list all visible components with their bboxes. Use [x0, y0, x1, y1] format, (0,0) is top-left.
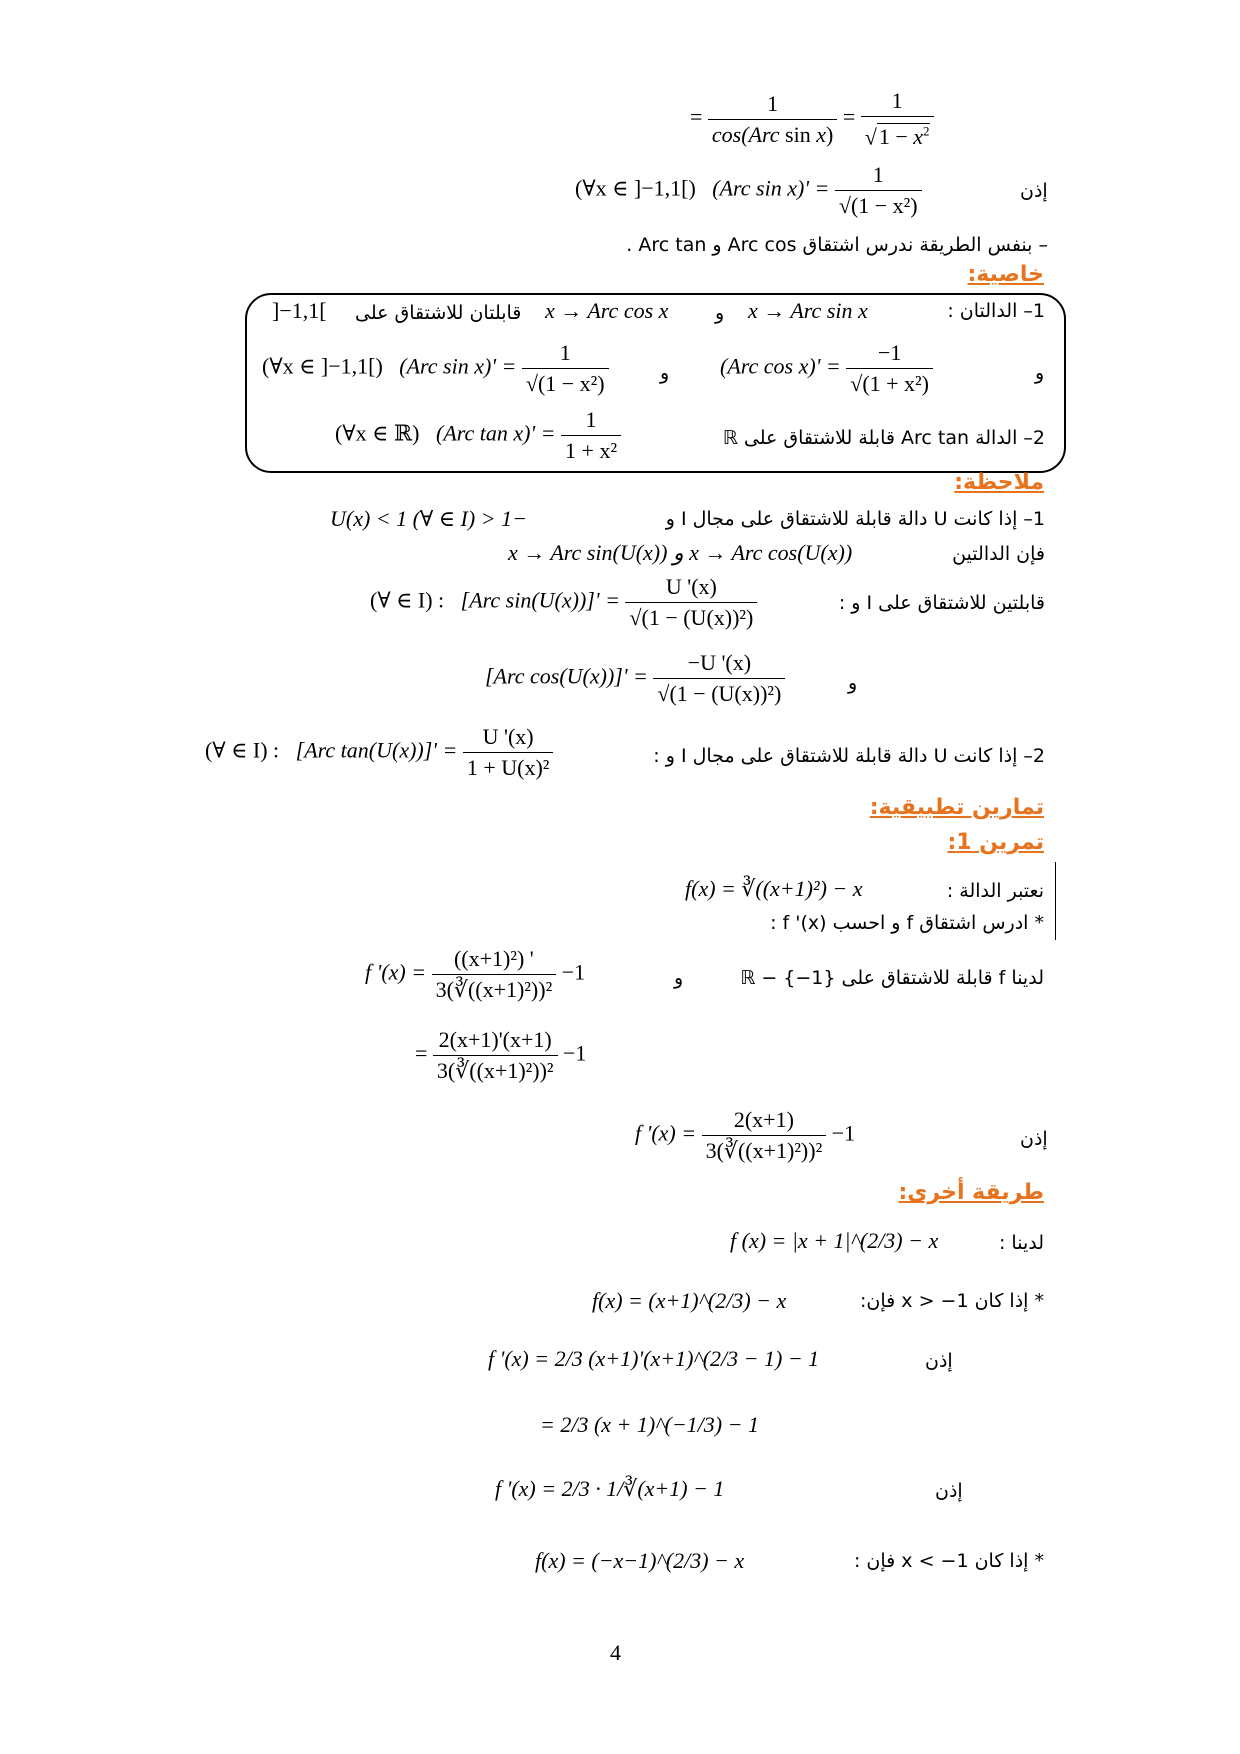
- remark-heading: ملاحظة:: [954, 470, 1044, 495]
- remark-arctan-u-derivative: (∀ ∈ I) : [Arc tan(U(x))]' = $\frac{U '(x)}{\text{1 + U(x)²}}$: [205, 722, 553, 783]
- remark-r1-cond: −1 < U(x) < 1 (∀ ∈ I): [330, 506, 527, 531]
- remark-r1b-funcs: x → Arc sin(U(x)) و x → Arc cos(U(x)): [508, 540, 853, 565]
- property-item1-tail: قابلتان للاشتقاق على: [355, 302, 522, 324]
- exercise-statement-bar: [1055, 862, 1056, 940]
- task-text: * ادرس اشتقاق f و احسب f '(x) :: [770, 912, 1044, 934]
- consider-text: نعتبر الدالة :: [946, 880, 1044, 902]
- property-item2-text: 2– الدالة Arc tan قابلة للاشتقاق على ℝ: [722, 427, 1045, 449]
- remark-r1b-text: فإن الدالتين: [952, 543, 1045, 565]
- eq-arcsin-step: = $\frac{1}{\text{cos(Arc sin x)}}$ = $\frac{1}{√1 - x^2}$: [690, 86, 934, 152]
- property-item1-interval: ]−1,1[: [272, 298, 327, 323]
- case2-text: * إذا كان x < −1 فإن :: [853, 1550, 1044, 1572]
- other-have-eq: f (x) = |x + 1|^(2/3) − x: [730, 1228, 939, 1253]
- case2-eq: f(x) = (−x−1)^(2/3) − x: [535, 1548, 745, 1573]
- property-arccos-derivative: (Arc cos x)' = $\frac{-1}{\text{√(1 + x²)}}$: [720, 338, 933, 399]
- property-arcsin-derivative: (∀x ∈ ]−1,1[) (Arc sin x)' = $\frac{1}{\text{√(1 − x²)}}$: [262, 338, 609, 399]
- property-item1b-mid-and: و: [660, 362, 670, 384]
- remark-arccos-u-derivative: [Arc cos(U(x))]' = $\frac{-U '(x)}{\text{√(1 − (U(x))²)}}$: [485, 648, 785, 709]
- page-number: 4: [610, 1640, 621, 1665]
- derivative-step2: = $\frac{2(x+1)'(x+1)}{\text{3(∛((x+1)²))²}}$ −1: [415, 1027, 587, 1083]
- derivative-result: f '(x) = $\frac{2(x+1)}{\text{3(∛((x+1)²))²}}$ −1: [635, 1107, 856, 1163]
- then-label-2: إذن: [1020, 1128, 1048, 1150]
- remark-arcsin-u-derivative: (∀ ∈ I) : [Arc sin(U(x))]' = $\frac{U '(x)}{\text{√(1 − (U(x))²)}}$: [370, 572, 757, 633]
- case1-derivative-l2: = 2/3 (x + 1)^(−1/3) − 1: [540, 1412, 759, 1437]
- case1-derivative-l1: f '(x) = 2/3 (x+1)'(x+1)^(2/3 − 1) − 1: [488, 1346, 820, 1371]
- remark-r1c-text: قابلتين للاشتقاق على I و :: [838, 592, 1045, 614]
- have-and: و: [674, 967, 684, 989]
- exercise1-heading: تمرين 1:: [947, 830, 1044, 855]
- have-text: لدينا f قابلة للاشتقاق على ℝ − {−1}: [740, 967, 1044, 989]
- property-item1-and: و: [715, 302, 725, 324]
- case1-eq: f(x) = (x+1)^(2/3) − x: [592, 1288, 787, 1313]
- other-have-label: لدينا :: [998, 1232, 1044, 1254]
- derivative-step1: f '(x) = $\frac{\text{((x+1)²) '}}{\text{3(∛((x+1)²))²}}$ −1: [365, 946, 586, 1002]
- property-arctan-derivative: (∀x ∈ ℝ) (Arc tan x)' = $\frac{1}{\text{1 + x²}}$: [335, 405, 621, 466]
- then-label-1: إذن: [1020, 180, 1048, 202]
- property-item1-f2: x → Arc cos x: [545, 298, 669, 323]
- property-heading: خاصية:: [967, 262, 1044, 287]
- remark-r2-text: 2– إذا كانت U دالة قابلة للاشتقاق على مجال I و :: [653, 745, 1045, 767]
- exercises-heading: تمارين تطبيقية:: [869, 795, 1044, 820]
- other-method-heading: طريقة أخرى:: [898, 1180, 1044, 1205]
- property-item1b-and: و: [1035, 362, 1045, 384]
- consider-function: f(x) = ∛((x+1)²) − x: [685, 876, 863, 901]
- then-label-4: إذن: [935, 1480, 963, 1502]
- same-method-text: – بنفس الطريقة ندرس اشتقاق Arc cos و Arc tan .: [626, 234, 1048, 256]
- remark-r1-text: 1– إذا كانت U دالة قابلة للاشتقاق على مجال I و: [665, 508, 1045, 530]
- case1-derivative-l3: f '(x) = 2/3 · 1/∛(x+1) − 1: [495, 1476, 725, 1501]
- property-item1-text: 1– الدالتان :: [947, 300, 1045, 322]
- eq-arcsin-derivative: (∀x ∈ ]−1,1[) (Arc sin x)' = $\frac{1}{\text{√(1 − x²)}}$: [575, 160, 922, 221]
- property-item1-f1: x → Arc sin x: [748, 298, 868, 323]
- remark-r1d-and: و: [848, 672, 858, 694]
- then-label-3: إذن: [925, 1350, 953, 1372]
- case1-text: * إذا كان x > −1 فإن:: [860, 1290, 1044, 1312]
